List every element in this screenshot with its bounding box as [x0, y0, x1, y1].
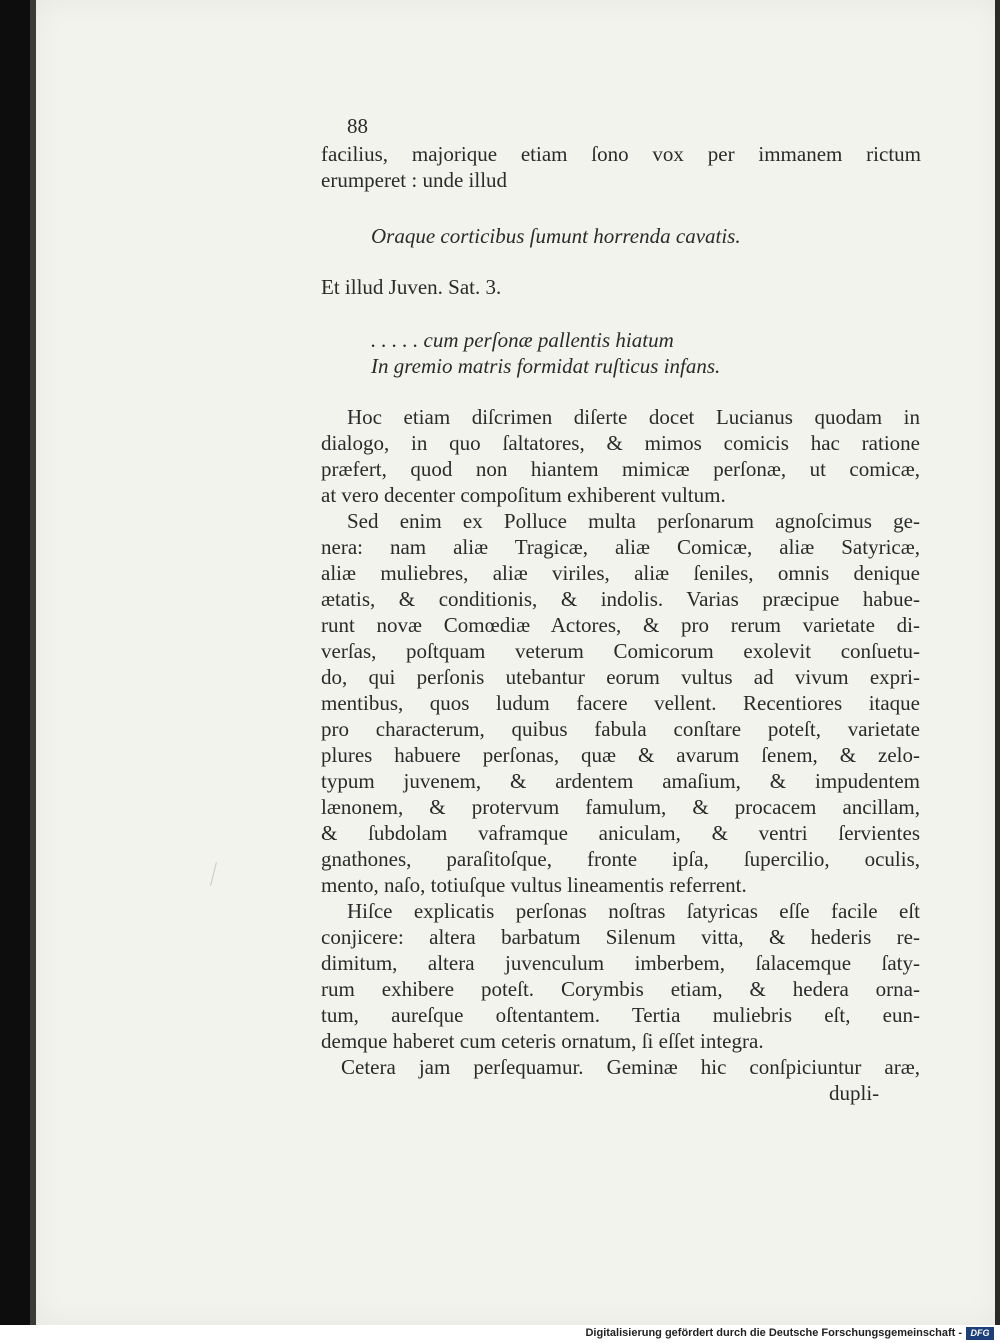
text-line: nera: nam aliæ Tragicæ, aliæ Comicæ, aliæ Satyricæ, [321, 535, 920, 559]
catchword: dupli- [829, 1081, 880, 1105]
text-line: at vero decenter compoſitum exhiberent vultum. [321, 483, 726, 507]
text-line: aliæ muliebres, aliæ viriles, aliæ ſeniles, omnis denique [321, 561, 920, 585]
verse-line: . . . . . cum perſonæ pallentis hiatum [371, 328, 674, 352]
page-number: 88 [347, 114, 368, 138]
text-line: plures habuere perſonas, quæ & avarum ſenem, & zelo- [321, 743, 920, 767]
text-line: dialogo, in quo ſaltatores, & mimos comicis hac ratione [321, 431, 920, 455]
text-line: runt novæ Comœdiæ Actores, & pro rerum varietate di- [321, 613, 920, 637]
text-line: lænonem, & protervum famulum, & procacem ancillam, [321, 795, 920, 819]
text-line: demque haberet cum ceteris ornatum, ſi eſſet integra. [321, 1029, 764, 1053]
text-line: ætatis, & conditionis, & indolis. Varias præcipue habue- [321, 587, 920, 611]
text-line: Cetera jam perſequamur. Geminæ hic conſpiciuntur aræ, [341, 1055, 920, 1079]
footer-bar [0, 1325, 1000, 1343]
text-line: Sed enim ex Polluce multa perſonarum agnoſcimus ge- [347, 509, 920, 533]
text-line: Hiſce explicatis perſonas noſtras ſatyricas eſſe facile eſt [347, 899, 920, 923]
text-line: Hoc etiam diſcrimen diſerte docet Lucianus quodam in [347, 405, 920, 429]
scan-border-right [995, 0, 1000, 1325]
text-line: erumperet : unde illud [321, 168, 508, 192]
text-line: pro characterum, quibus fabula conſtare poteſt, varietate [321, 717, 920, 741]
text-line: typum juvenem, & ardentem amaſium, & impudentem [321, 769, 920, 793]
text-line: conjicere: altera barbatum Silenum vitta, & hederis re- [321, 925, 920, 949]
text-line: Et illud Juven. Sat. 3. [321, 275, 502, 299]
text-line: mento, naſo, totiuſque vultus lineamentis referrent. [321, 873, 747, 897]
text-line: gnathones, paraſitoſque, fronte ipſa, ſupercilio, oculis, [321, 847, 920, 871]
text-line: do, qui perſonis utebantur eorum vultus ad vivum expri- [321, 665, 920, 689]
text-line: rum exhibere poteſt. Corymbis etiam, & hedera orna- [321, 977, 920, 1001]
verse-line: In gremio matris formidat ruſticus infans. [371, 354, 721, 378]
text-line: facilius, majorique etiam ſono vox per immanem rictum [321, 142, 921, 166]
scan-border-left [0, 0, 30, 1325]
verse-line: Oraque corticibus ſumunt horrenda cavatis. [371, 224, 741, 248]
text-line: præfert, quod non hiantem mimicæ perſonæ, ut comicæ, [321, 457, 920, 481]
text-line: dimitum, altera juvenculum imberbem, ſalacemque ſaty- [321, 951, 920, 975]
dfg-logo: DFG [966, 1327, 994, 1340]
text-line: mentibus, quos ludum facere vellent. Recentiores itaque [321, 691, 920, 715]
text-line: & ſubdolam vaframque aniculam, & ventri ſervientes [321, 821, 920, 845]
funding-note: Digitalisierung gefördert durch die Deutsche Forschungsgemeinschaft - [585, 1327, 962, 1339]
text-line: tum, aureſque oſtentantem. Tertia muliebris eſt, eun- [321, 1003, 920, 1027]
text-line: verſas, poſtquam veterum Comicorum exolevit conſuetu- [321, 639, 920, 663]
